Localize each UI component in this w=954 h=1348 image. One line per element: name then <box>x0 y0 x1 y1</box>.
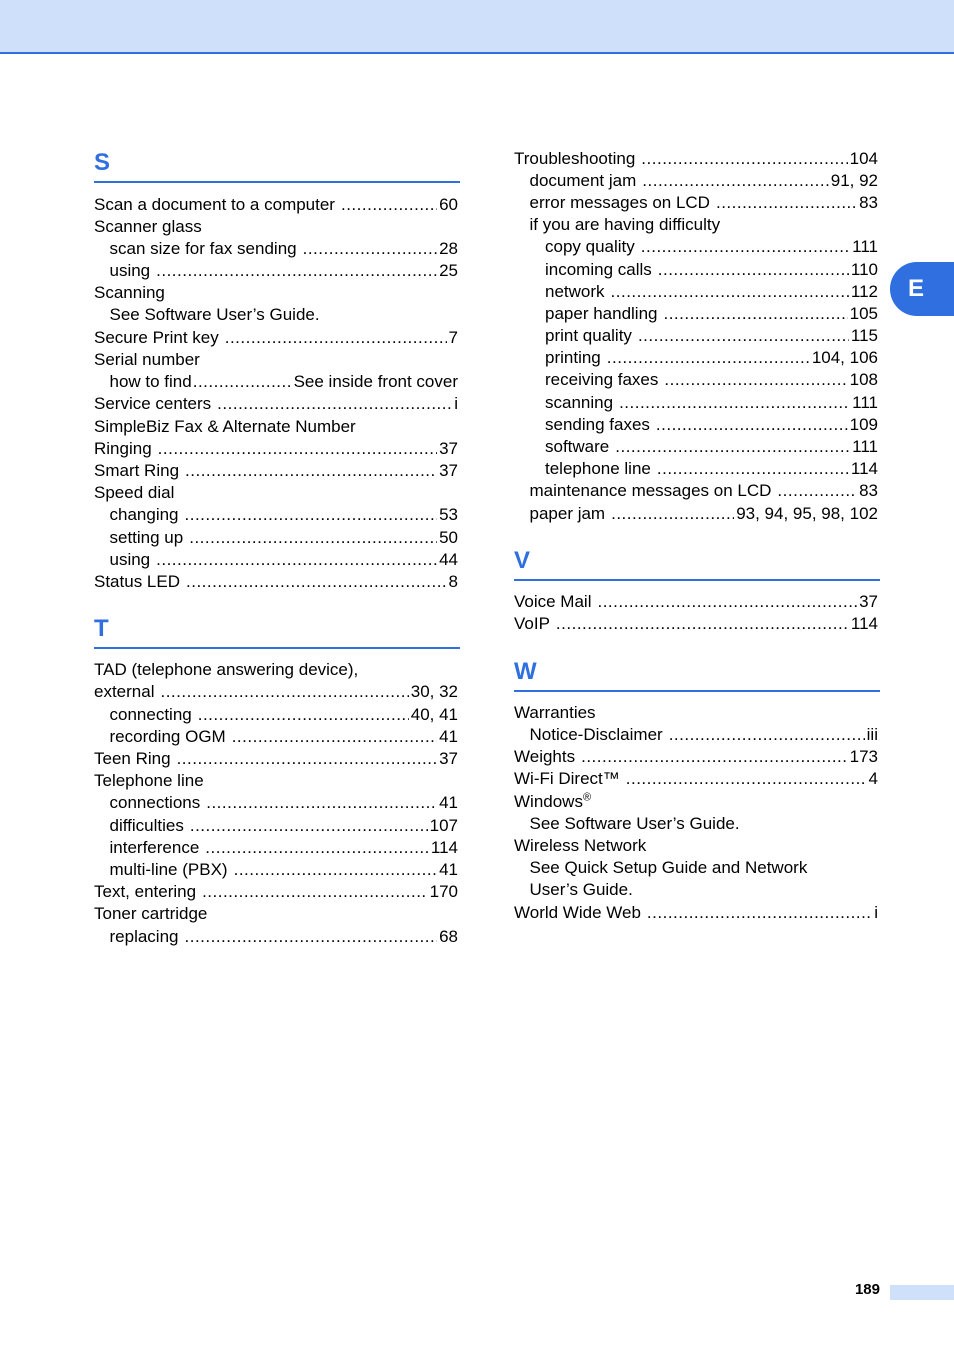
index-entry: See Quick Setup Guide and Network <box>529 858 808 877</box>
chapter-tab: E <box>890 262 954 316</box>
index-entry: Serial number <box>94 350 200 369</box>
index-entry: User’s Guide. <box>529 880 633 899</box>
index-entry: changing ..... 53 <box>110 504 459 526</box>
index-entry: using ..... 25 <box>110 260 459 282</box>
index-entry: printing ..... 104, 106 <box>545 347 878 369</box>
index-entry: error messages on LCD ..... 83 <box>530 192 879 214</box>
index-entry: See Software User’s Guide. <box>529 814 740 833</box>
index-entry: connections ..... 41 <box>110 792 459 814</box>
index-entry: network ..... 112 <box>545 281 878 303</box>
index-entry: incoming calls ..... 110 <box>545 259 878 281</box>
index-entry: Windows® <box>514 791 592 811</box>
index-entry: SimpleBiz Fax & Alternate Number <box>94 417 356 436</box>
index-entry: Ringing ..... 37 <box>94 438 458 460</box>
index-entry: copy quality ..... 111 <box>545 236 878 258</box>
index-entry: print quality ..... 115 <box>545 325 878 347</box>
index-entry: Speed dial <box>94 483 175 502</box>
index-entry: paper jam ..... 93, 94, 95, 98, 102 <box>530 503 879 525</box>
index-entry: if you are having difficulty <box>529 215 721 234</box>
index-entry: external ..... 30, 32 <box>94 681 458 703</box>
index-entry: Warranties <box>514 703 596 722</box>
index-entry: Service centers ..... i <box>94 393 458 415</box>
index-entry: how to find ..... See inside front cover <box>110 371 459 393</box>
index-entry: receiving faxes ..... 108 <box>545 369 878 391</box>
index-entry: VoIP ..... 114 <box>514 613 878 635</box>
index-entry: Text, entering ..... 170 <box>94 881 458 903</box>
index-entry: Scanner glass <box>94 217 202 236</box>
index-entry: document jam ..... 91, 92 <box>530 170 879 192</box>
index-entry: Wi-Fi Direct™ ..... 4 <box>514 768 878 790</box>
index-entry: Weights ..... 173 <box>514 746 878 768</box>
index-entry: replacing ..... 68 <box>110 926 459 948</box>
index-entry: multi-line (PBX) ..... 41 <box>110 859 459 881</box>
index-entry: paper handling ..... 105 <box>545 303 878 325</box>
index-entry: Scanning <box>94 283 165 302</box>
index-entry: using ..... 44 <box>110 549 459 571</box>
index-entry: Telephone line <box>94 771 204 790</box>
section-heading-v: V <box>514 541 880 581</box>
page-number: 189 <box>854 1281 880 1298</box>
index-entry: Teen Ring ..... 37 <box>94 748 458 770</box>
index-entry: Troubleshooting ..... 104 <box>514 148 878 170</box>
header-band <box>0 0 954 54</box>
index-entry: Status LED ..... 8 <box>94 571 458 593</box>
index-entry: telephone line ..... 114 <box>545 458 878 480</box>
section-heading-s: S <box>94 143 460 183</box>
footer-band <box>890 1285 954 1300</box>
index-entry: setting up ..... 50 <box>110 527 459 549</box>
index-entry: TAD (telephone answering device), <box>94 660 359 679</box>
index-entry: scanning ..... 111 <box>545 392 878 414</box>
index-entry: Voice Mail ..... 37 <box>514 591 878 613</box>
index-entry: software ..... 111 <box>545 436 878 458</box>
index-entry: World Wide Web ..... i <box>514 902 878 924</box>
index-entry: Wireless Network <box>514 836 647 855</box>
section-heading-t: T <box>94 609 460 649</box>
index-entry: interference ..... 114 <box>110 837 459 859</box>
index-entry: sending faxes ..... 109 <box>545 414 878 436</box>
index-entry: scan size for fax sending ..... 28 <box>110 238 459 260</box>
index-entry: Secure Print key ..... 7 <box>94 327 458 349</box>
index-entry: difficulties ..... 107 <box>110 815 459 837</box>
index-entry: See Software User’s Guide. <box>109 305 320 324</box>
index-entry: recording OGM ..... 41 <box>110 726 459 748</box>
index-entry: Toner cartridge <box>94 904 208 923</box>
section-heading-w: W <box>514 652 880 692</box>
index-entry: connecting ..... 40, 41 <box>110 704 459 726</box>
index-entry: Notice-Disclaimer ..... iii <box>530 724 879 746</box>
index-entry: Scan a document to a computer ..... 60 <box>94 194 458 216</box>
index-entry: Smart Ring ..... 37 <box>94 460 458 482</box>
index-entry: maintenance messages on LCD ..... 83 <box>530 480 879 502</box>
